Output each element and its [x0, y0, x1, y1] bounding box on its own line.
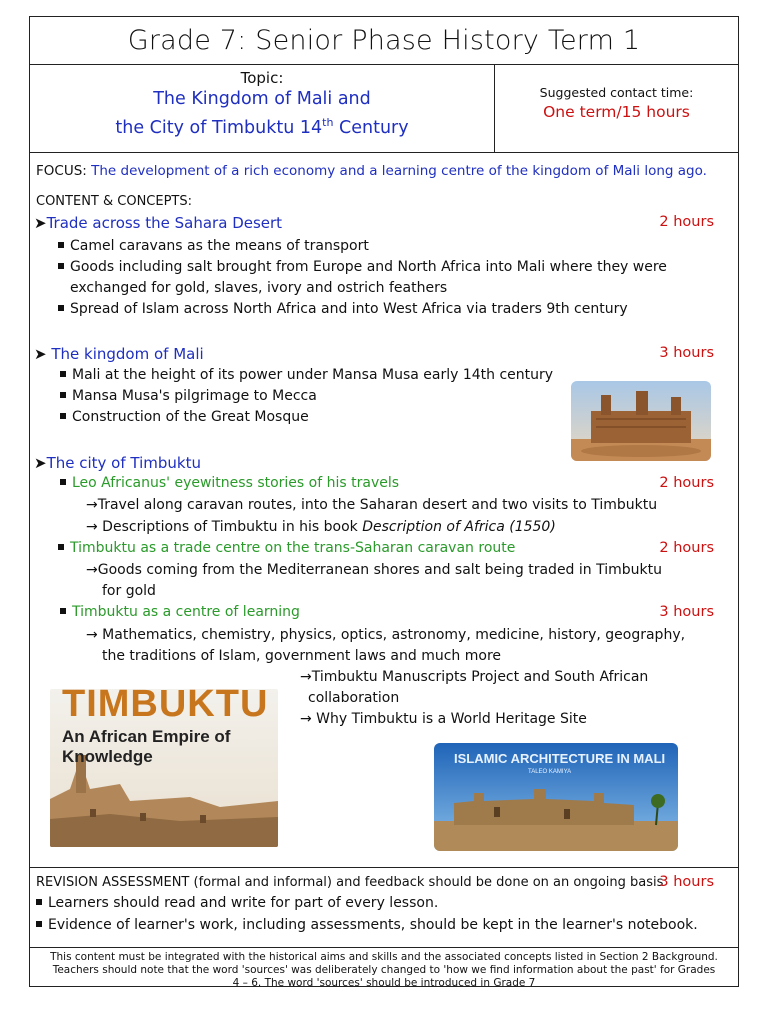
focus-text: The development of a rich economy and a learning centre of the kingdom of Mali long ago. — [91, 163, 707, 179]
square-bullet-icon — [60, 413, 66, 419]
learning-arrow-2-cont: collaboration — [308, 690, 400, 706]
topic-line2-prefix: the City of Timbuktu 14 — [115, 117, 323, 138]
note-line-2: Teachers should note that the word 'sources' was deliberately changed to 'how we find information about the past' for Grades — [52, 964, 716, 976]
focus-line — [36, 163, 707, 179]
mali-heading — [34, 345, 204, 363]
revision-bullet-1-text: Learners should read and write for part of every lesson. — [48, 895, 439, 911]
timbuktu-book-cover — [50, 689, 278, 847]
trade-heading — [34, 214, 282, 232]
revision-bullet-2-text: Evidence of learner's work, including assessments, should be kept in the learner's notebook. — [48, 917, 698, 933]
leo-arrow-2 — [86, 519, 556, 535]
contact-cell — [495, 65, 738, 152]
mali-bullet-1 — [60, 367, 553, 383]
mali-bullet-2 — [60, 388, 317, 404]
contact-label: Suggested contact time: — [539, 85, 694, 100]
trade-centre-item — [58, 540, 515, 556]
revision-heading — [36, 875, 663, 890]
topic-line2-sup: th — [322, 116, 334, 129]
square-bullet-icon — [36, 899, 42, 905]
trade-heading-text: Trade across the Sahara Desert — [46, 214, 283, 232]
arrow-bullet-icon: ➤ — [34, 454, 47, 472]
mali-bullet-3 — [60, 409, 309, 425]
learning-arrow-3: → Why Timbuktu is a World Heritage Site — [300, 711, 587, 727]
leo-item — [60, 475, 399, 491]
mali-bullet-3-text: Construction of the Great Mosque — [72, 409, 309, 425]
revision-heading-text: REVISION ASSESSMENT — [36, 875, 190, 890]
trade-centre-arrow-1: →Goods coming from the Mediterranean shores and salt being traded in Timbuktu — [86, 562, 662, 578]
trade-bullet-3 — [58, 301, 628, 317]
topic-title-line2 — [30, 111, 494, 140]
leo-hours: 2 hours — [659, 475, 714, 491]
revision-bullet-2 — [36, 917, 698, 933]
trade-bullet-1 — [58, 238, 369, 254]
timbuktu-heading — [34, 454, 201, 472]
arch-book-author: TALEO KAMIYA — [528, 769, 572, 775]
square-bullet-icon — [36, 921, 42, 927]
mali-bullet-2-text: Mansa Musa's pilgrimage to Mecca — [72, 388, 317, 404]
arrow-bullet-icon: ➤ — [34, 345, 47, 363]
mali-bullet-1-text: Mali at the height of its power under Mansa Musa early 14th century — [72, 367, 554, 383]
revision-section — [30, 867, 738, 948]
book-title-italic: Description of Africa (1550) — [362, 519, 556, 535]
learning-arrow-1: → Mathematics, chemistry, physics, optics, astronomy, medicine, history, geography, — [86, 627, 686, 643]
topic-row — [30, 65, 738, 153]
arch-book-title: ISLAMIC ARCHITECTURE IN MALI — [454, 751, 666, 766]
mali-heading-text: The kingdom of Mali — [51, 345, 204, 363]
square-bullet-icon — [58, 263, 64, 269]
trade-centre-arrow-1-cont: for gold — [102, 583, 156, 599]
trade-bullet-1-text: Camel caravans as the means of transport — [70, 238, 369, 254]
square-bullet-icon — [58, 544, 64, 550]
book-cover-subtitle: An African Empire of Knowledge — [62, 727, 231, 766]
trade-hours: 2 hours — [659, 214, 714, 230]
title-row — [30, 17, 738, 65]
trade-centre-hours: 2 hours — [659, 540, 714, 556]
book-cover-title: TIMBUKTU — [62, 689, 269, 725]
note-line-3: 4 – 6. The word 'sources' should be introduced in Grade 7 — [232, 977, 536, 989]
learning-item — [60, 604, 300, 620]
integration-note — [30, 947, 738, 994]
square-bullet-icon — [60, 608, 66, 614]
topic-line2-suffix: Century — [333, 117, 409, 138]
learning-hours: 3 hours — [659, 604, 714, 620]
learning-arrow-1-cont: the traditions of Islam, government laws and much more — [102, 648, 502, 664]
trade-bullet-2-cont: exchanged for gold, slaves, ivory and ostrich feathers — [70, 280, 448, 296]
mali-hours: 3 hours — [659, 345, 714, 361]
great-mosque-image — [571, 381, 711, 461]
leo-item-text: Leo Africanus' eyewitness stories of his travels — [72, 475, 400, 491]
trade-bullet-2 — [58, 259, 667, 275]
leo-arrow-1: →Travel along caravan routes, into the Saharan desert and two visits to Timbuktu — [86, 497, 658, 513]
revision-bullet-1 — [36, 895, 438, 911]
contact-value: One term/15 hours — [543, 103, 690, 121]
square-bullet-icon — [60, 371, 66, 377]
revision-heading-rest: (formal and informal) and feedback should be done on an ongoing basis — [189, 875, 664, 890]
topic-title-line1: The Kingdom of Mali and — [153, 89, 371, 109]
arrow-bullet-icon: ➤ — [34, 214, 47, 232]
leo-arrow-2-text: → Descriptions of Timbuktu in his book — [86, 519, 363, 535]
square-bullet-icon — [58, 242, 64, 248]
learning-item-text: Timbuktu as a centre of learning — [72, 604, 300, 620]
note-line-1: This content must be integrated with the historical aims and skills and the associated concepts listed in Section 2 Background. — [50, 951, 718, 963]
islamic-architecture-image — [434, 743, 678, 851]
page-title: Grade 7: Senior Phase History Term 1 — [127, 25, 641, 56]
learning-arrow-2: →Timbuktu Manuscripts Project and South African — [300, 669, 649, 685]
timbuktu-heading-text: The city of Timbuktu — [46, 454, 201, 472]
trade-centre-text: Timbuktu as a trade centre on the trans-Saharan caravan route — [70, 540, 516, 556]
focus-label: FOCUS: — [36, 163, 87, 179]
square-bullet-icon — [60, 479, 66, 485]
trade-bullet-3-text: Spread of Islam across North Africa and into West Africa via traders 9th century — [70, 301, 628, 317]
square-bullet-icon — [58, 305, 64, 311]
concepts-label: CONTENT & CONCEPTS: — [36, 194, 192, 209]
revision-hours: 3 hours — [659, 874, 714, 890]
topic-cell — [30, 65, 495, 152]
square-bullet-icon — [60, 392, 66, 398]
document-page — [29, 16, 739, 987]
trade-bullet-2-text: Goods including salt brought from Europe and North Africa into Mali where they were — [70, 259, 667, 275]
content-area — [30, 153, 738, 865]
topic-label: Topic: — [240, 69, 284, 87]
